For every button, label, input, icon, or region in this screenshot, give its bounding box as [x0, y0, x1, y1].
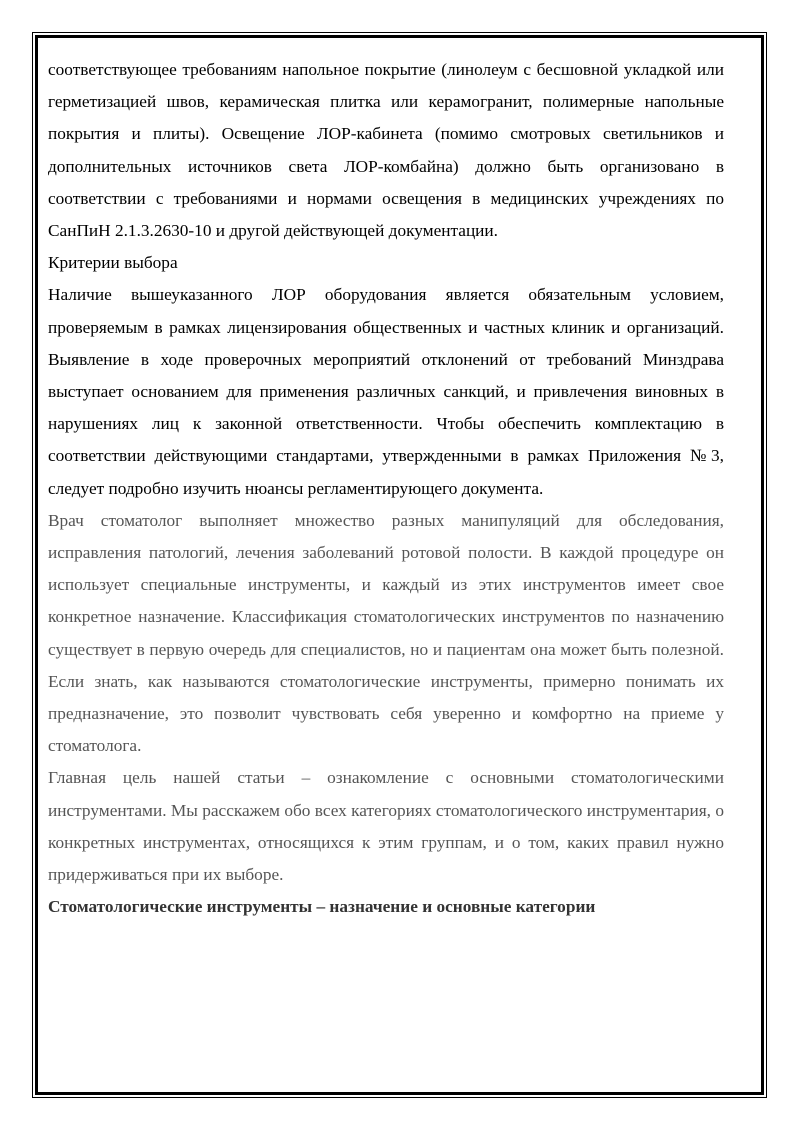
paragraph-dentist-intro: Врач стоматолог выполняет множество разных манипуляций для обследования, исправления патологий, лечения заболеваний ротовой полости. В каждой процедуре он использует специальные инструменты, и каждый из этих инструментов имеет свое конкретное назначение. Классификация стоматологических инструментов по назначению существует в первую очередь для специалистов, но и пациентам она может быть полезной. Если знать, как называются стоматологические инструменты, примерно понимать их предназначение, это позволит чувствовать себя уверенно и комфортно на приеме у стоматолога.	[48, 510, 724, 756]
section-heading-dental-instruments: Стоматологические инструменты – назначение и основные категории	[48, 897, 596, 917]
paragraph-article-goal: Главная цель нашей статьи – ознакомление с основными стоматологическими инструментами. Мы расскажем обо всех категориях стоматологического инструментария, о конкретных инструментах, относящихся к этим группам, и о том, каких правил нужно придерживаться при их выборе.	[48, 768, 724, 885]
subheading-selection-criteria: Критерии выбора	[48, 253, 178, 273]
document-body	[48, 54, 724, 923]
paragraph-licensing: Наличие вышеуказанного ЛОР оборудования является обязательным условием, проверяемым в рамках лицензирования общественных и частных клиник и организаций. Выявление в ходе проверочных мероприятий отклонений от требований Минздрава выступает основанием для применения различных санкций, и привлечения виновных в нарушениях лиц к законной ответственности. Чтобы обеспечить комплектацию в соответствии действующими стандартами, утвержденными в рамках Приложения №3, следует подробно изучить нюансы регламентирующего документа.	[48, 285, 724, 498]
paragraph-lighting: соответствующее требованиям напольное покрытие (линолеум с бесшовной укладкой или герметизацией швов, керамическая плитка или керамогранит, полимерные напольные покрытия и плиты). Освещение ЛОР-кабинета (помимо смотровых светильников и дополнительных источников света ЛОР-комбайна) должно быть организовано в соответствии с требованиями и нормами освещения в медицинских учреждениях по СанПиН 2.1.3.2630-10 и другой действующей документации.	[48, 60, 724, 241]
